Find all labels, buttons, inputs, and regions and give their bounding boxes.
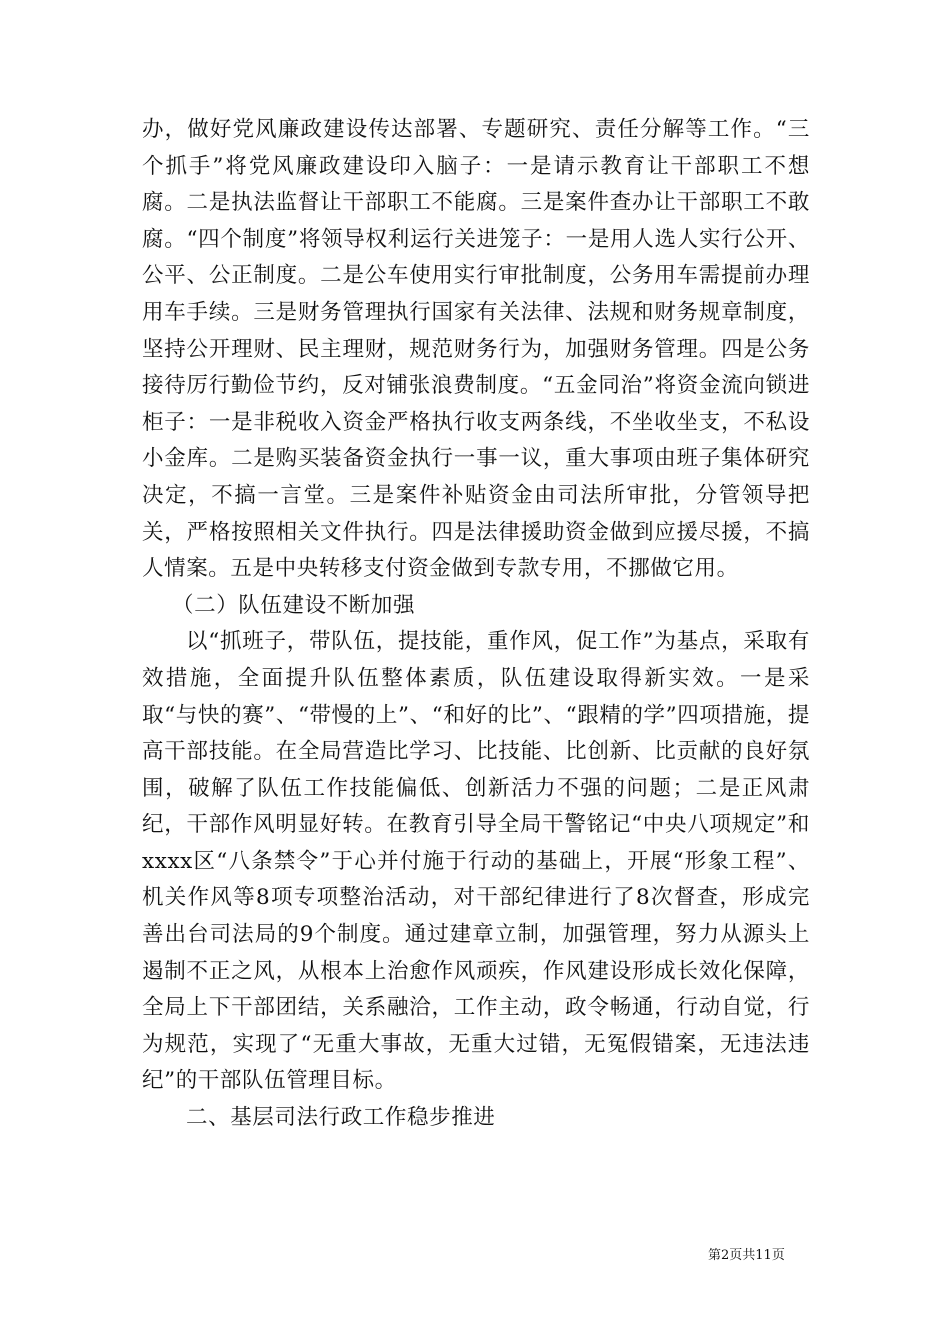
section-heading-team-building: （二）队伍建设不断加强: [172, 592, 416, 618]
document-body: [142, 112, 810, 1137]
paragraph-party-integrity: 办，做好党风廉政建设传达部署、专题研究、责任分解等工作。“三个抓手”将党风廉政建设印入脑子：一是请示教育让干部职工不想腐。二是执法监督让干部职工不能腐。三是案件查办让干部职工不敢腐。“四个制度”将领导权利运行关进笼子：一是用人选人实行公开、公平、公正制度。二是公车使用实行审批制度，公务用车需提前办理用车手续。三是财务管理执行国家有关法律、法规和财务规章制度，坚持公开理财、民主理财，规范财务行为，加强财务管理。四是公务接待厉行勤俭节约，反对铺张浪费制度。“五金同治”将资金流向锁进柜子：一是非税收入资金严格执行收支两条线，不坐收坐支，不私设小金库。二是购买装备资金执行一事一议，重大事项由班子集体研究决定，不搞一言堂。三是案件补贴资金由司法所审批，分管领导把关，严格按照相关文件执行。四是法律援助资金做到应援尽援，不搞人情案。五是中央转移支付资金做到专款专用，不挪做它用。: [142, 117, 810, 582]
paragraph-team-building: 以“抓班子，带队伍，提技能，重作风，促工作”为基点，采取有效措施，全面提升队伍整体素质，队伍建设取得新实效。一是采取“与快的赛”、“带慢的上”、“和好的比”、“跟精的学”四项措施，提高干部技能。在全局营造比学习、比技能、比创新、比贡献的良好氛围，破解了队伍工作技能偏低、创新活力不强的问题；二是正风肃纪，干部作风明显好转。在教育引导全局干警铭记“中央八项规定”和xxxx区“八条禁令”于心并付施于行动的基础上，开展“形象工程”、机关作风等8项专项整治活动，对干部纪律进行了8次督查，形成完善出台司法局的9个制度。通过建章立制，加强管理，努力从源头上遏制不正之风，从根本上治愈作风顽疾，作风建设形成长效化保障，全局上下干部团结，关系融洽，工作主动，政令畅通，行动自觉，行为规范，实现了“无重大事故，无重大过错，无冤假错案，无违法违纪”的干部队伍管理目标。: [142, 629, 810, 1094]
section-heading-grassroots-judicial: 二、基层司法行政工作稳步推进: [186, 1105, 496, 1131]
page-number-footer: 第2页共11页: [708, 1248, 785, 1263]
